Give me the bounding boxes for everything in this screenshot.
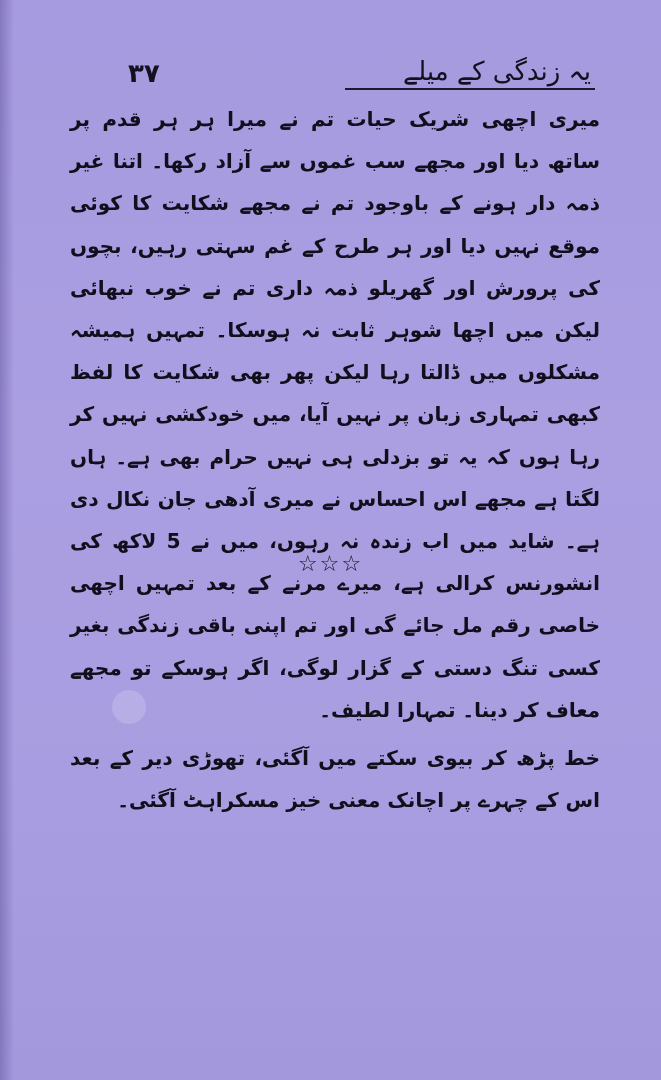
- paragraph-ending: خط پڑھ کر بیوی سکتے میں آگئی، تھوڑی دیر کے بعد اس کے چہرے پر اچانک معنی خیز مسکراہٹ آگئی۔: [70, 746, 600, 813]
- page-number: ۳۷: [128, 59, 160, 89]
- header-rule: [345, 88, 595, 90]
- body-text: [70, 98, 600, 821]
- running-title: یہ زندگی کے میلے: [403, 57, 591, 87]
- page-gutter-shadow: [0, 0, 14, 1080]
- section-separator-stars: ☆☆☆: [297, 552, 364, 577]
- paragraph-letter: میری اچھی شریک حیات تم نے میرا ہر ہر قدم پر ساتھ دیا اور مجھے سب غموں سے آزاد رکھا۔ اتنا غیر ذمہ دار ہونے کے باوجود تم نے مجھے شکایت کا کوئی موقع نہیں دیا اور ہر طرح کے غم سہتی رہیں، بچوں کی پرورش اور گھریلو ذمہ داری تم نے خوب نبھائی لیکن میں اچھا شوہر ثابت نہ ہوسکا۔ تمہیں ہمیشہ مشکلوں میں ڈالتا رہا لیکن پھر بھی شکایت کا لفظ کبھی تمہاری زبان پر نہیں آیا، میں خودکشی نہیں کر رہا ہوں کہ یہ تو بزدلی ہی نہیں حرام بھی ہے۔ ہاں لگتا ہے مجھے اس احساس نے میری آدھی جان نکال دی ہے۔ شاید میں اب زندہ نہ رہوں، میں نے 5 لاکھ کی انشورنس کرالی ہے، میرے مرنے کے بعد تمہیں اچھی خاصی رقم مل جائے گی اور تم اپنی باقی زندگی بغیر کسی تنگ دستی کے گزار لوگی، اگر ہوسکے تو مجھے معاف کر دینا۔ تمہارا لطیف۔: [70, 107, 601, 722]
